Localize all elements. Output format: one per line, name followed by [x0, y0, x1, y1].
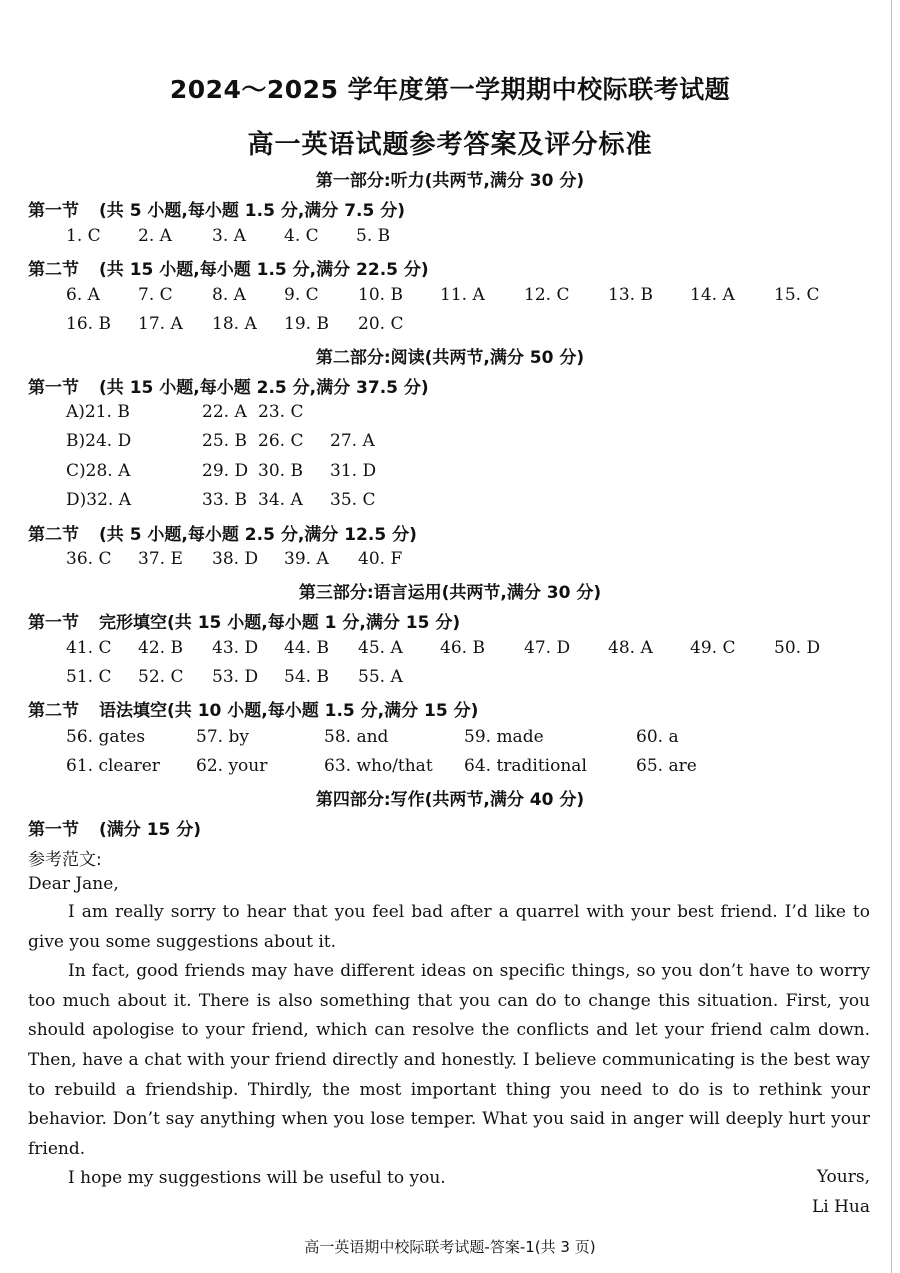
part2-section2-heading: [28, 520, 417, 545]
section-desc: 完形填空(共 15 小题,每小题 1 分,满分 15 分): [99, 613, 461, 633]
section-title: 第二节: [28, 525, 79, 545]
answer-item: 43. D: [212, 638, 259, 658]
answer-item: 15. C: [774, 285, 820, 305]
exam-subtitle: 高一英语试题参考答案及评分标准: [247, 130, 653, 160]
letter-greeting: Dear Jane,: [28, 874, 119, 894]
letter-closing: Yours,: [816, 1167, 870, 1187]
answer-item: 45. A: [358, 638, 403, 658]
essay-paragraph: I am really sorry to hear that you feel bad after a quarrel with your best friend. I’d like to give you some suggestions about it.: [28, 902, 870, 952]
answer-item: 22. A: [202, 402, 247, 422]
answer-item: 31. D: [330, 461, 377, 481]
part3-heading: 第三部分:语言运用(共两节,满分 30 分): [298, 583, 602, 603]
answer-item: 34. A: [258, 490, 303, 510]
answer-item: 59. made: [464, 727, 544, 747]
section-title: 第一节: [28, 820, 79, 840]
answer-item: 52. C: [138, 667, 184, 687]
answer-item: 60. a: [636, 727, 679, 747]
section-desc: (满分 15 分): [99, 820, 202, 840]
answer-item: 33. B: [202, 490, 247, 510]
answer-item: 25. B: [202, 431, 247, 451]
answer-item: 38. D: [212, 549, 259, 569]
answer-item: 10. B: [358, 285, 403, 305]
section-desc: (共 5 小题,每小题 2.5 分,满分 12.5 分): [99, 525, 417, 545]
answer-item: 6. A: [66, 285, 100, 305]
page-footer: 高一英语期中校际联考试题-答案-1(共 3 页): [304, 1238, 596, 1256]
answer-item: 46. B: [440, 638, 485, 658]
answer-item: 57. by: [196, 727, 249, 747]
answer-item: 56. gates: [66, 727, 146, 747]
section-title: 第一节: [28, 613, 79, 633]
answer-item: 35. C: [330, 490, 376, 510]
answer-item: 51. C: [66, 667, 112, 687]
answer-item: 63. who/that: [324, 756, 433, 776]
part1-section1-heading: [28, 196, 405, 221]
answer-item: 2. A: [138, 226, 172, 246]
section-desc: (共 15 小题,每小题 1.5 分,满分 22.5 分): [99, 260, 429, 280]
part2-section1-heading: [28, 373, 429, 398]
section-title: 第二节: [28, 260, 79, 280]
answer-item: 23. C: [258, 402, 304, 422]
part3-section2-heading: [28, 696, 478, 721]
part1-section2-heading: [28, 255, 429, 280]
answer-item: 14. A: [690, 285, 735, 305]
answer-item: A)21. B: [66, 402, 130, 422]
answer-item: 36. C: [66, 549, 112, 569]
part4-heading: 第四部分:写作(共两节,满分 40 分): [315, 790, 585, 810]
part1-heading: 第一部分:听力(共两节,满分 30 分): [315, 171, 585, 191]
answer-item: 54. B: [284, 667, 329, 687]
answer-item: 40. F: [358, 549, 403, 569]
answer-item: 39. A: [284, 549, 329, 569]
answer-item: 47. D: [524, 638, 571, 658]
answer-item: 9. C: [284, 285, 319, 305]
answer-item: 42. B: [138, 638, 183, 658]
answer-item: 20. C: [358, 314, 404, 334]
answer-item: 62. your: [196, 756, 268, 776]
answer-item: 58. and: [324, 727, 389, 747]
answer-item: 26. C: [258, 431, 304, 451]
section-title: 第二节: [28, 701, 79, 721]
part3-section1-heading: [28, 608, 460, 633]
answer-item: 5. B: [356, 226, 391, 246]
answer-item: 12. C: [524, 285, 570, 305]
answer-item: 27. A: [330, 431, 375, 451]
answer-item: 65. are: [636, 756, 697, 776]
answer-item: 7. C: [138, 285, 173, 305]
letter-signature: Li Hua: [811, 1197, 870, 1217]
answer-item: 44. B: [284, 638, 329, 658]
section-desc: (共 5 小题,每小题 1.5 分,满分 7.5 分): [99, 201, 406, 221]
answer-item: 61. clearer: [66, 756, 160, 776]
answer-item: 64. traditional: [464, 756, 587, 776]
answer-item: C)28. A: [66, 461, 131, 481]
answer-item: 17. A: [138, 314, 183, 334]
part4-section1-heading: [28, 815, 201, 840]
answer-item: 41. C: [66, 638, 112, 658]
answer-item: 55. A: [358, 667, 403, 687]
sample-essay-body: [28, 898, 870, 1194]
answer-item: 30. B: [258, 461, 303, 481]
answer-item: 3. A: [212, 226, 246, 246]
answer-item: 8. A: [212, 285, 246, 305]
section-title: 第一节: [28, 378, 79, 398]
answer-item: 13. B: [608, 285, 653, 305]
answer-item: 16. B: [66, 314, 111, 334]
answer-item: D)32. A: [66, 490, 131, 510]
answer-item: 4. C: [284, 226, 319, 246]
answer-item: 48. A: [608, 638, 653, 658]
sample-essay-label: 参考范文:: [28, 850, 102, 870]
section-desc: (共 15 小题,每小题 2.5 分,满分 37.5 分): [99, 378, 429, 398]
answer-item: 50. D: [774, 638, 821, 658]
exam-title: 2024～2025 学年度第一学期期中校际联考试题: [169, 75, 731, 104]
answer-item: 49. C: [690, 638, 736, 658]
essay-paragraph: In fact, good friends may have different ideas on specific things, so you don’t have to worry too much about it. There is also something that you can do to change this situation. First, you should apologise to your friend, which can resolve the conflicts and let your friend calm down. Then, have a chat with your friend directly and honestly. I believe communicating is the best way to rebuild a friendship. Thirdly, the most important thing you need to do is to rethink your behavior. Don’t say anything when you lose temper. What you said in anger will deeply hurt your friend.: [28, 961, 870, 1159]
part2-heading: 第二部分:阅读(共两节,满分 50 分): [315, 348, 585, 368]
section-title: 第一节: [28, 201, 79, 221]
answer-item: 18. A: [212, 314, 257, 334]
answer-item: B)24. D: [66, 431, 132, 451]
section-desc: 语法填空(共 10 小题,每小题 1.5 分,满分 15 分): [99, 701, 479, 721]
answer-item: 37. E: [138, 549, 183, 569]
answer-item: 29. D: [202, 461, 249, 481]
answer-item: 11. A: [440, 285, 485, 305]
answer-item: 1. C: [66, 226, 101, 246]
answer-item: 53. D: [212, 667, 259, 687]
answer-item: 19. B: [284, 314, 329, 334]
essay-paragraph: I hope my suggestions will be useful to you.: [68, 1168, 446, 1189]
